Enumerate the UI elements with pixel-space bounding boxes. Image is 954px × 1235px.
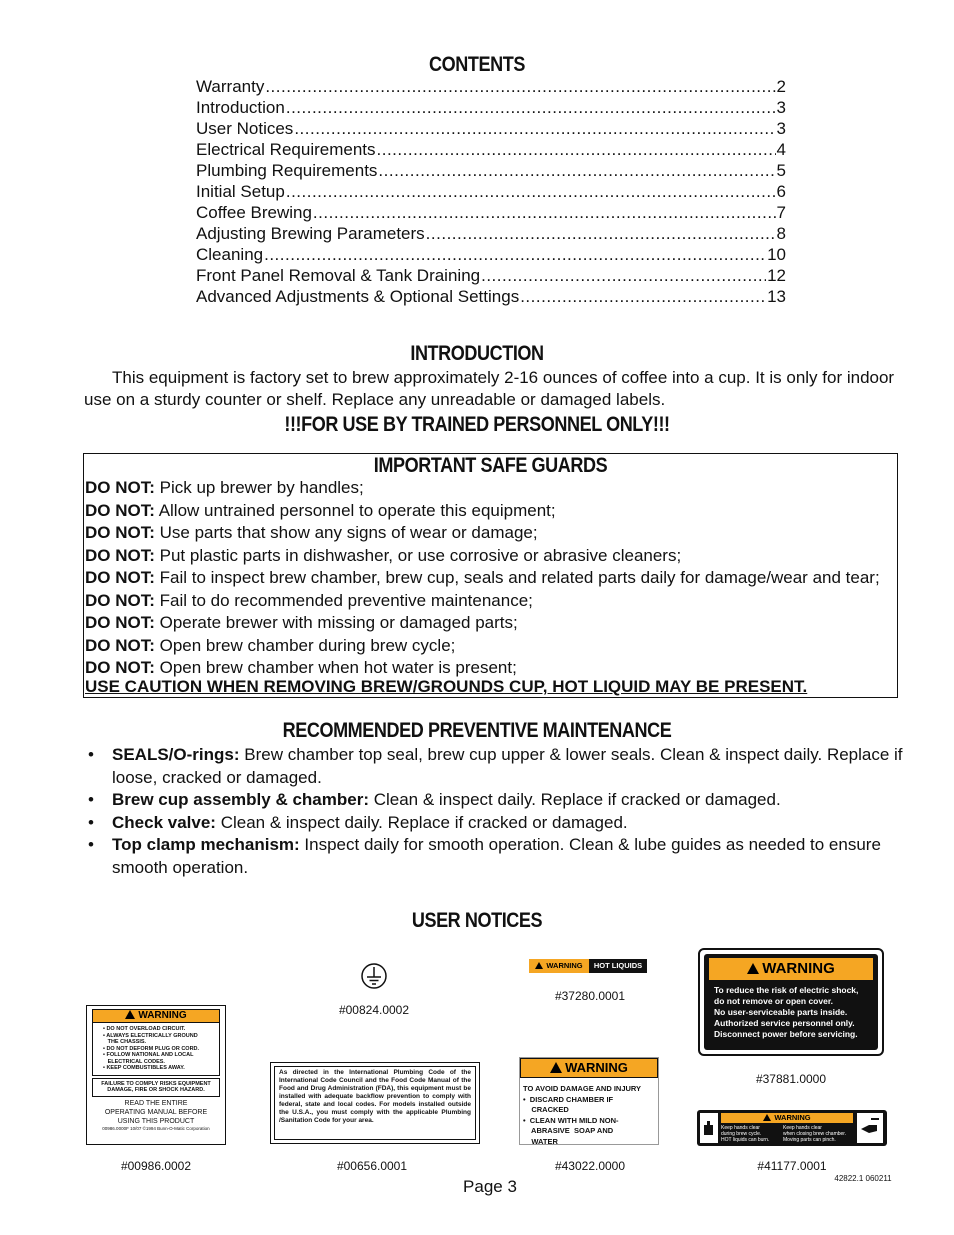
safeguard-item [85, 523, 538, 543]
ground-caption: #00824.0002 [338, 1003, 410, 1017]
toc-entry [196, 76, 786, 97]
label-line: during brew cycle. [721, 1130, 762, 1137]
safeguard-text: Put plastic parts in dishwasher, or use corrosive or abrasive cleaners; [159, 545, 682, 565]
safeguard-item [85, 501, 556, 521]
cleaning-warning-caption: #43022.0000 [554, 1159, 626, 1173]
toc-title: Front Panel Removal & Tank Draining [196, 266, 481, 285]
toc-title: Introduction [196, 98, 285, 117]
plumbing-code-caption: #00656.0001 [336, 1159, 408, 1173]
label-line: ELECTRICAL CODES. [103, 1058, 165, 1065]
safeguard-text: Operate brewer with missing or damaged parts; [159, 613, 518, 632]
toc-entry [196, 202, 786, 223]
do-not-prefix: DO NOT: [85, 568, 155, 587]
maintenance-text: Inspect daily for smooth operation. Clean & lube guides as needed to ensure smooth operation. [112, 835, 881, 877]
toc-entry [196, 223, 786, 244]
warning-triangle-icon [747, 963, 759, 974]
toc-page: 2 [776, 77, 786, 96]
safeguards-heading: IMPORTANT SAFE GUARDS [373, 454, 608, 477]
maintenance-text: Clean & inspect daily. Replace if cracked or damaged. [220, 812, 628, 832]
warning-triangle-icon [125, 1010, 135, 1019]
contents-heading: CONTENTS [429, 53, 525, 76]
label-line: No user-serviceable parts inside. [714, 1007, 848, 1017]
toc-entry [196, 139, 786, 160]
label-line: • DISCARD CHAMBER IF [523, 1094, 614, 1104]
label-line: • DO NOT DEFORM PLUG OR CORD. [103, 1045, 200, 1052]
pinch-burn-caption: #41177.0001 [757, 1159, 827, 1173]
toc-leader [264, 244, 766, 265]
toc-leader [377, 139, 776, 160]
do-not-prefix: DO NOT: [85, 478, 155, 497]
hot-liquids-caption: #37280.0001 [554, 989, 626, 1003]
safeguard-text: Open brew chamber during brew cycle; [159, 635, 456, 655]
electric-shock-caption: #37881.0000 [755, 1072, 827, 1086]
toc-entry [196, 265, 786, 286]
maintenance-label: Brew cup assembly & chamber: [112, 790, 369, 809]
toc-page: 6 [776, 182, 786, 201]
toc-title: Plumbing Requirements [196, 161, 378, 180]
toc-leader [265, 76, 775, 97]
label-line: ABRASIVE SOAP AND [523, 1126, 614, 1135]
maintenance-item [84, 834, 904, 879]
label-line: Moving parts can pinch. [783, 1136, 836, 1143]
cleaning-warning-label: WARNING TO AVOID DAMAGE AND INJURY • DISCARD CHAMBER IF CRACKED • CLEAN WITH MILD NON- ABRASIVE SOAP AND WATER [519, 1057, 659, 1145]
label-line: • KEEP COMBUSTIBLES AWAY. [103, 1065, 185, 1071]
label-line: do not remove or open cover. [714, 996, 834, 1006]
toc-page: 3 [776, 119, 786, 138]
warning-triangle-icon [535, 962, 543, 969]
toc-title: Electrical Requirements [196, 140, 376, 159]
pinch-burn-label: WARNING Keep hands clear during brew cycle. HOT liquids can burn. Keep hands clear when closing brew chamber. Moving parts can pinch. [697, 1110, 887, 1146]
toc-leader [426, 223, 776, 244]
safeguard-text: Fail to inspect brew chamber, brew cup, seals and related parts daily for damage/wear and tear; [159, 568, 880, 587]
maintenance-label: Check valve: [112, 812, 216, 832]
toc-entry [196, 181, 786, 202]
safeguard-item [85, 636, 455, 656]
do-not-prefix: DO NOT: [85, 500, 155, 520]
safeguard-item [85, 478, 364, 498]
maintenance-item [84, 812, 904, 835]
do-not-prefix: DO NOT: [85, 545, 155, 565]
do-not-prefix: DO NOT: [85, 613, 155, 632]
label-line: WATER [523, 1136, 558, 1146]
bullet: • [88, 812, 94, 832]
toc-page: 12 [767, 266, 786, 285]
toc-title: Adjusting Brewing Parameters [196, 224, 425, 243]
toc-page: 4 [776, 140, 786, 159]
label-line: Authorized service personnel only. [714, 1018, 855, 1028]
maintenance-item [84, 744, 904, 789]
toc-leader [286, 181, 776, 202]
maintenance-text: Clean & inspect daily. Replace if cracked or damaged. [373, 790, 781, 809]
label-line: Keep hands clear [721, 1125, 760, 1131]
toc-title: Initial Setup [196, 182, 285, 201]
label-line: OPERATING MANUAL BEFORE [104, 1108, 208, 1116]
plumbing-code-label: As directed in the International Plumbing Code of the International Code Council and the Food Code Manual of the Food and Drug Administration (FDA), this equipment must be installed with adequate backflow prevention to comply with federal, state and local codes. For models installed outside the U.S.A., you must comply with the applicable Plumbing /Sanitation Code for your area. [270, 1062, 480, 1144]
label-line: Keep hands clear [783, 1125, 822, 1131]
toc-leader [481, 265, 766, 286]
label-line: • DO NOT OVERLOAD CIRCUIT. [103, 1026, 186, 1032]
safeguard-item [85, 613, 518, 633]
label-line: Disconnect power before servicing. [714, 1029, 858, 1039]
safeguard-item [85, 658, 517, 678]
safeguard-item [85, 546, 681, 566]
safeguard-text: Pick up brewer by handles; [159, 478, 364, 497]
toc-leader [378, 160, 775, 181]
introduction-heading: INTRODUCTION [410, 342, 544, 365]
safeguard-item [85, 591, 533, 611]
toc-entry [196, 97, 786, 118]
bullet: • [88, 745, 94, 764]
user-notices-heading: USER NOTICES [411, 909, 543, 932]
toc-leader [286, 97, 776, 118]
do-not-prefix: DO NOT: [85, 590, 155, 610]
label-line: To reduce the risk of electric shock, [714, 985, 859, 995]
introduction-text: This equipment is factory set to brew approximately 2-16 ounces of coffee into a cup. It is only for indoor use on a sturdy counter or shelf. Replace any unreadable or damaged labels. [84, 368, 895, 409]
label-line: USING THIS PRODUCT [117, 1117, 195, 1125]
label-line: • FOLLOW NATIONAL AND LOCAL [103, 1052, 194, 1058]
safeguard-item [85, 568, 880, 588]
maintenance-text: Brew chamber top seal, brew cup upper & lower seals. Clean & inspect daily. Replace if loose, cracked or damaged. [112, 745, 903, 787]
ground-symbol-icon [360, 962, 388, 990]
do-not-prefix: DO NOT: [85, 635, 155, 655]
toc-page: 7 [776, 203, 786, 222]
label-line: TO AVOID DAMAGE AND INJURY [523, 1084, 642, 1093]
label-line: THE CHASSIS. [103, 1039, 147, 1045]
maintenance-list [84, 744, 904, 879]
toc-entry [196, 160, 786, 181]
toc-entry [196, 244, 786, 265]
toc-title: Cleaning [196, 245, 264, 264]
safeguard-text: Allow untrained personnel to operate this equipment; [158, 500, 556, 520]
maintenance-item [84, 789, 904, 812]
bullet: • [88, 790, 94, 809]
safeguard-text: Fail to do recommended preventive maintenance; [159, 590, 533, 610]
toc-leader [313, 202, 776, 223]
label-line: • CLEAN WITH MILD NON- [523, 1115, 619, 1125]
toc-page: 5 [776, 161, 786, 180]
toc-title: Advanced Adjustments & Optional Settings [196, 287, 520, 306]
toc-title: User Notices [196, 119, 294, 138]
toc-title: Coffee Brewing [196, 203, 312, 222]
label-line: CRACKED [523, 1105, 569, 1114]
toc-page: 13 [767, 287, 786, 306]
toc-page: 8 [776, 224, 786, 243]
safeguards-box [83, 453, 898, 698]
toc-leader [520, 286, 766, 307]
warning-triangle-icon [550, 1062, 562, 1073]
do-not-prefix: DO NOT: [85, 523, 155, 542]
trained-personnel-notice: !!!FOR USE BY TRAINED PERSONNEL ONLY!!! [284, 413, 670, 436]
hand-burn-icon [700, 1113, 718, 1143]
toc-entry [196, 118, 786, 139]
table-of-contents [196, 76, 786, 307]
document-code: 42822.1 060211 [834, 1174, 892, 1183]
maintenance-heading: RECOMMENDED PREVENTIVE MAINTENANCE [282, 719, 672, 742]
safeguard-text: Use parts that show any signs of wear or damage; [159, 523, 538, 542]
hand-pinch-icon [857, 1113, 883, 1143]
do-not-prefix: DO NOT: [85, 658, 155, 677]
warning-triangle-icon [763, 1114, 771, 1121]
toc-leader [294, 118, 775, 139]
bullet: • [88, 835, 94, 854]
toc-page: 3 [776, 98, 786, 117]
toc-title: Warranty [196, 77, 265, 96]
safeguard-text: Open brew chamber when hot water is present; [159, 658, 517, 677]
maintenance-label: Top clamp mechanism: [112, 835, 300, 854]
label-line: when closing brew chamber. [783, 1130, 847, 1137]
label-line: • ALWAYS ELECTRICALLY GROUND [103, 1032, 198, 1039]
caution-notice: USE CAUTION WHEN REMOVING BREW/GROUNDS CUP, HOT LIQUID MAY BE PRESENT. [85, 677, 808, 696]
electrical-warning-caption: #00986.0002 [120, 1159, 192, 1173]
maintenance-label: SEALS/O-rings: [112, 745, 240, 764]
page-number: Page 3 [463, 1177, 517, 1196]
electric-shock-label: WARNING To reduce the risk of electric shock, do not remove or open cover. No user-serviceable parts inside. Authorized service personnel only. Disconnect power before servicing. [698, 948, 884, 1056]
toc-entry [196, 286, 786, 307]
toc-page: 10 [767, 245, 786, 264]
electrical-warning-label: WARNING • DO NOT OVERLOAD CIRCUIT. • ALWAYS ELECTRICALLY GROUND THE CHASSIS. • DO NOT DEFORM PLUG OR CORD. • FOLLOW NATIONAL AND LOCAL ELECTRICAL CODES. • KEEP COMBUSTIBLES AWAY. FAILURE TO COMPLY RISKS EQUIPMENT DAMAGE, FIRE OR SHOCK HAZARD. READ THE ENTIRE OPERATING MANUAL BEFORE USING THIS PRODUCT 00986.0000F 10/07 ©1994 Bunn-O-Matic Corporation [86, 1005, 226, 1145]
label-line: READ THE ENTIRE [124, 1099, 188, 1107]
hot-liquids-label: WARNING HOT LIQUIDS [529, 959, 647, 973]
label-line: HOT liquids can burn. [721, 1136, 770, 1143]
